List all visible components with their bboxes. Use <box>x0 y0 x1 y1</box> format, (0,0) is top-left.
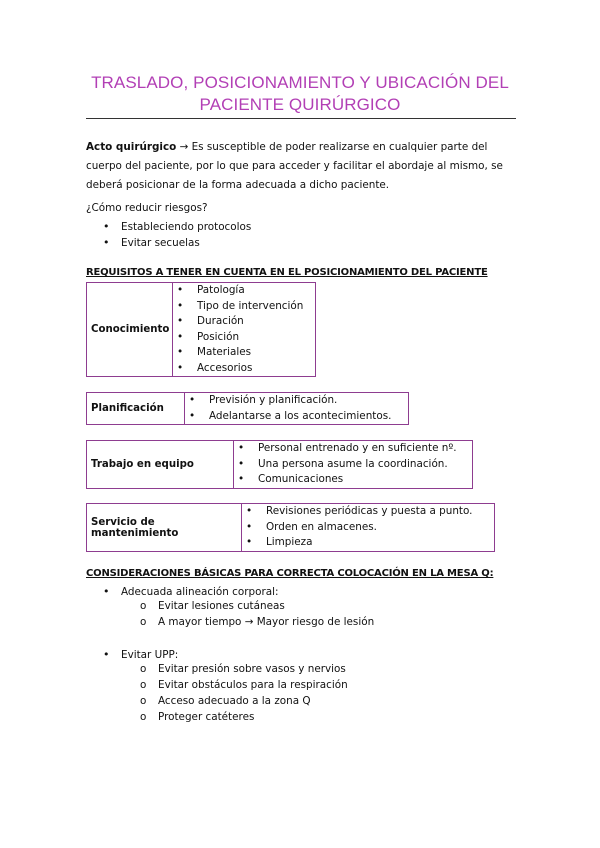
circle-bullet-icon: o <box>140 663 147 675</box>
bullet-icon: • <box>177 330 184 343</box>
table-servicio-de-mantenimiento <box>86 503 495 552</box>
bullet-icon: • <box>238 457 245 470</box>
table-items: • Revisiones periódicas y puesta a punto. • Orden en almacenes. • Limpieza <box>246 505 473 548</box>
bullet-icon: • <box>103 648 110 661</box>
bullet-icon: • <box>177 284 184 296</box>
table-items: • Personal entrenado y en suficiente nº. • Una persona asume la coordinación. • Comunicaciones <box>238 442 457 485</box>
bullet-icon: • <box>189 409 196 422</box>
circle-bullet-icon: o <box>140 711 147 723</box>
consideraciones-heading: CONSIDERACIONES BÁSICAS PARA CORRECTA COLOCACIÓN EN LA MESA Q: <box>86 568 494 579</box>
bullet-icon: • <box>103 585 110 598</box>
title-divider <box>86 118 516 119</box>
circle-bullet-icon: o <box>140 616 147 628</box>
circle-bullet-icon: o <box>140 679 147 691</box>
intro-arrow: → <box>176 141 192 153</box>
table-planificacion <box>86 392 409 425</box>
document-page: TRASLADO, POSICIONAMIENTO Y UBICACIÓN DEL PACIENTE QUIRÚRGICO Acto quirúrgico → Es susceptible de poder realizarse en cualquier parte del cuerpo del paciente, por lo que para acceder y facilitar el abordaje al mismo, se deberá posicionar de la forma adecuada a dicho paciente. ¿Cómo reducir riesgos? • Estableciendo protocolos • Evitar secuelas REQUISITOS A TENER EN CUENTA EN EL POSICIONAMIENTO DEL PACIENTE Conocimiento • Patología • Tipo de intervención • Duración • Posición • Materiales • Accesorios Planificación • Previsión y planificación. • Adelantarse a los acontecimientos. Trabajo en equipo • Personal entrenado y en suficiente nº. • Una persona asume la coordinación. • Comunicaciones Servicio de mantenimiento • Revisiones periódicas y puesta a punto. • Orden en almacenes. • Limpieza CONSIDERACIONES BÁSICAS PARA CORRECTA COLOCACIÓN EN LA MESA Q: • Adecuada alineación corporal: o Evitar lesiones cutáneas o A mayor tiempo → Mayor riesgo de lesión • Evitar UPP: o Evitar presión sobre vasos y nervios o Evitar obstáculos para la respiración o Acceso adecuado a la zona Q o Proteger catéteres <box>0 0 600 848</box>
circle-bullet-icon: o <box>140 695 147 707</box>
bullet-icon: • <box>103 220 110 233</box>
bullet-icon: • <box>177 346 184 358</box>
title-line-1: TRASLADO, POSICIONAMIENTO Y UBICACIÓN DEL <box>91 73 509 92</box>
bullet-icon: • <box>177 315 184 327</box>
circle-bullet-icon: o <box>140 600 147 612</box>
page-title <box>86 72 514 116</box>
bullet-icon: • <box>177 299 184 312</box>
question-text: ¿Cómo reducir riesgos? <box>86 202 208 214</box>
table-trabajo-en-equipo <box>86 440 473 489</box>
table-items: • Patología • Tipo de intervención • Duración • Posición • Materiales • Accesorios <box>177 284 304 374</box>
table-items: • Previsión y planificación. • Adelantarse a los acontecimientos. <box>189 394 392 422</box>
table-label: Planificación <box>87 393 185 424</box>
bullet-icon: • <box>177 361 184 374</box>
intro-lead: Acto quirúrgico <box>86 141 177 153</box>
bullet-icon: • <box>238 473 245 485</box>
title-line-2: PACIENTE QUIRÚRGICO <box>199 95 401 114</box>
bullet-icon: • <box>246 536 253 548</box>
intro-paragraph <box>86 138 516 195</box>
table-conocimiento <box>86 282 316 377</box>
table-label: Servicio de mantenimiento <box>87 504 242 551</box>
bullet-icon: • <box>238 442 245 454</box>
bullet-icon: • <box>246 505 253 517</box>
bullet-icon: • <box>246 520 253 533</box>
requisitos-heading: REQUISITOS A TENER EN CUENTA EN EL POSICIONAMIENTO DEL PACIENTE <box>86 267 488 278</box>
bullet-icon: • <box>189 394 196 406</box>
table-label: Trabajo en equipo <box>87 441 234 488</box>
bullet-icon: • <box>103 236 110 249</box>
table-label: Conocimiento <box>87 283 173 376</box>
intro-text: Es susceptible de poder realizarse en cualquier parte del cuerpo del paciente, por lo que para acceder y facilitar el abordaje al mismo, se deberá posicionar de la forma adecuada a dicho paciente. <box>86 141 503 191</box>
